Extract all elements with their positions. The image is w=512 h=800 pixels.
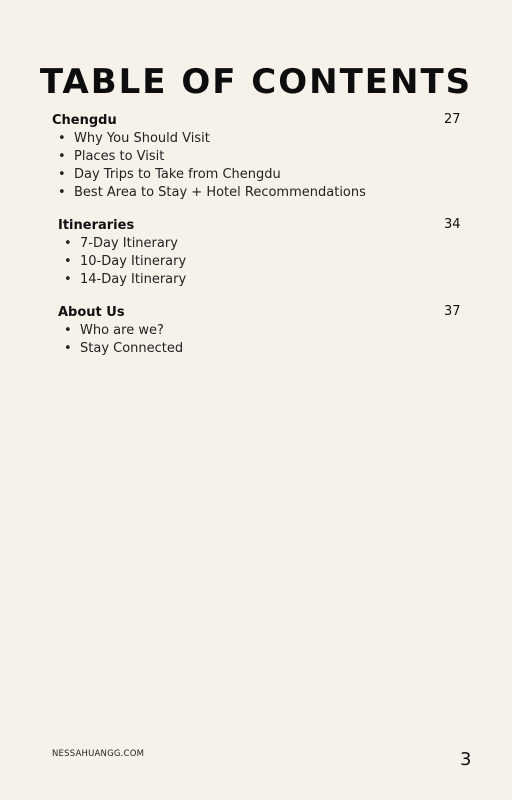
- toc-item[interactable]: [52, 130, 472, 148]
- bullet-icon: •: [64, 341, 72, 356]
- toc-item[interactable]: [58, 340, 478, 358]
- bullet-icon: •: [58, 149, 66, 164]
- toc-section-itineraries: [58, 217, 478, 289]
- toc-section-header: [58, 217, 478, 235]
- toc-section-header: [58, 304, 478, 322]
- toc-item[interactable]: [52, 166, 472, 184]
- bullet-icon: •: [64, 236, 72, 251]
- footer-website-link[interactable]: NESSAHUANGG.COM: [52, 749, 145, 759]
- toc-item-label: 7-Day Itinerary: [80, 236, 178, 251]
- toc-item-list: [58, 235, 478, 289]
- toc-section-page-number[interactable]: 34: [444, 217, 461, 232]
- toc-item-label: Why You Should Visit: [74, 131, 210, 146]
- toc-item-label: Stay Connected: [80, 341, 184, 356]
- bullet-icon: •: [64, 272, 72, 287]
- bullet-icon: •: [58, 131, 66, 146]
- toc-item-label: Who are we?: [80, 323, 164, 338]
- bullet-icon: •: [64, 323, 72, 338]
- toc-section-title[interactable]: Itineraries: [58, 218, 135, 233]
- toc-section-page-number[interactable]: 27: [444, 112, 461, 127]
- toc-item-list: [52, 130, 472, 202]
- toc-item[interactable]: [58, 253, 478, 271]
- toc-item-label: 10-Day Itinerary: [80, 254, 187, 269]
- toc-item-label: 14-Day Itinerary: [80, 272, 187, 287]
- toc-section-page-number[interactable]: 37: [444, 304, 461, 319]
- toc-item-label: Places to Visit: [74, 149, 165, 164]
- bullet-icon: •: [58, 185, 66, 200]
- toc-item[interactable]: [58, 322, 478, 340]
- page-title: TABLE OF CONTENTS: [39, 62, 473, 102]
- bullet-icon: •: [64, 254, 72, 269]
- toc-section-title[interactable]: About Us: [58, 305, 125, 320]
- toc-item[interactable]: [58, 235, 478, 253]
- toc-item[interactable]: [52, 184, 472, 202]
- toc-item-label: Best Area to Stay + Hotel Recommendations: [74, 185, 366, 200]
- toc-item-label: Day Trips to Take from Chengdu: [74, 167, 281, 182]
- toc-item[interactable]: [52, 148, 472, 166]
- page-number: 3: [460, 749, 472, 770]
- toc-item[interactable]: [58, 271, 478, 289]
- toc-section-title[interactable]: Chengdu: [52, 113, 117, 128]
- toc-item-list: [58, 322, 478, 358]
- toc-section-header: [52, 112, 472, 130]
- toc-section-about-us: [58, 304, 478, 358]
- toc-section-chengdu: [52, 112, 472, 202]
- bullet-icon: •: [58, 167, 66, 182]
